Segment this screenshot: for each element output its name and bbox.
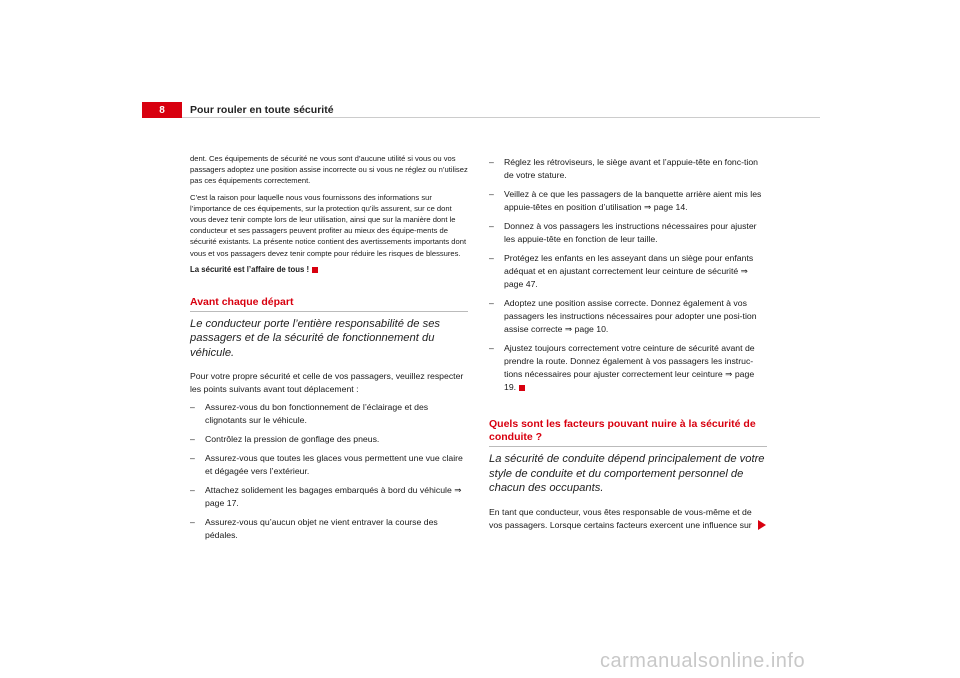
list-item: – Contrôlez la pression de gonflage des pneus. [190,434,380,445]
watermark: carmanualsonline.info [600,650,806,672]
list-item: – Protégez les enfants en les asseyant dans un siège pour enfants adéquat et en ajustant correctement leur ceinture de sécurité ⇒ page 47. [489,253,754,289]
safety-motto [190,264,468,275]
list-item: – Assurez-vous qu’aucun objet ne vient entraver la course des pédales. [190,517,438,541]
body-paragraph: Pour votre propre sécurité et celle de vos passagers, veuillez respecter les points suivants avant tout déplacement : [190,371,464,395]
list-item: – Veillez à ce que les passagers de la banquette arrière aient mis les appuie-têtes en position d’utilisation ⇒ page 14. [489,189,762,212]
list-item: – Ajustez toujours correctement votre ceinture de sécurité avant de prendre la route. Donnez également à vos passagers les instruc-tions nécessaires pour ajuster correctement leur ceinture ⇒ page 19. [489,343,755,392]
left-column [190,153,468,548]
list-item: – Réglez les rétroviseurs, le siège avant et l’appuie-tête en fonc-tion de votre stature. [489,157,759,180]
page-header-title: Pour rouler en toute sécurité [190,104,334,116]
section-title-before-departure: Avant chaque départ [190,296,468,312]
checklist-before-departure [190,401,468,542]
page-number: 8 [142,102,182,118]
section-end-marker-icon [519,385,525,391]
intro-paragraph-1: dent. Ces équipements de sécurité ne vous sont d’aucune utilité si vous ou vos passagers adoptez une position assise incorrecte ou si vous ne réglez ou n’utilisez pas ces équipements correctement. [190,154,468,186]
body-paragraph-continued: En tant que conducteur, vous êtes responsable de vous-même et de vos passagers. Lorsque certains facteurs exercent une influence sur [489,506,767,532]
list-item: – Attachez solidement les bagages embarqués à bord du véhicule ⇒ page 17. [190,485,462,509]
continue-arrow-icon [758,520,766,530]
list-item: – Donnez à vos passagers les instructions nécessaires pour ajuster les appuie-tête en fonction de leur taille. [489,221,757,244]
section-intro-safety-factors: La sécurité de conduite dépend principalement de votre style de conduite et du comportement personnel de chacun des occupants. [489,453,765,494]
checklist-continued [489,156,767,394]
section-intro-before-departure: Le conducteur porte l’entière responsabilité de ses passagers et de la sécurité de fonctionnement du véhicule. [190,317,441,359]
list-item: – Assurez-vous du bon fonctionnement de l’éclairage et des clignotants sur le véhicule. [190,402,429,426]
section-end-marker-icon [312,267,318,273]
list-item: – Adoptez une position assise correcte. Donnez également à vos passagers les instructions nécessaires pour adopter une posi-tion assise correcte ⇒ page 10. [489,298,757,334]
section-title-safety-factors: Quels sont les facteurs pouvant nuire à la sécurité de conduite ? [489,418,767,447]
list-item: – Assurez-vous que toutes les glaces vous permettent une vue claire et dégagée vers l’extérieur. [190,453,463,477]
safety-motto-text: La sécurité est l’affaire de tous ! [190,264,310,274]
header-divider [182,117,820,118]
intro-paragraph-2: C’est la raison pour laquelle nous vous fournissons des informations sur l’importance de ces équipements, sur la protection qu’ils assurent, sur ce dont vous devez tenir compte lors de leur utilisation, ainsi que sur la manière dont le conducteur et ses passagers peuvent profiter au mieux des équipe-ments de sécurité existants. La présente notice contient des avertissements importants dont vous et vos passagers devez tenir compte pour réduire les risques de blessures. [190,192,467,258]
right-column [489,156,767,537]
